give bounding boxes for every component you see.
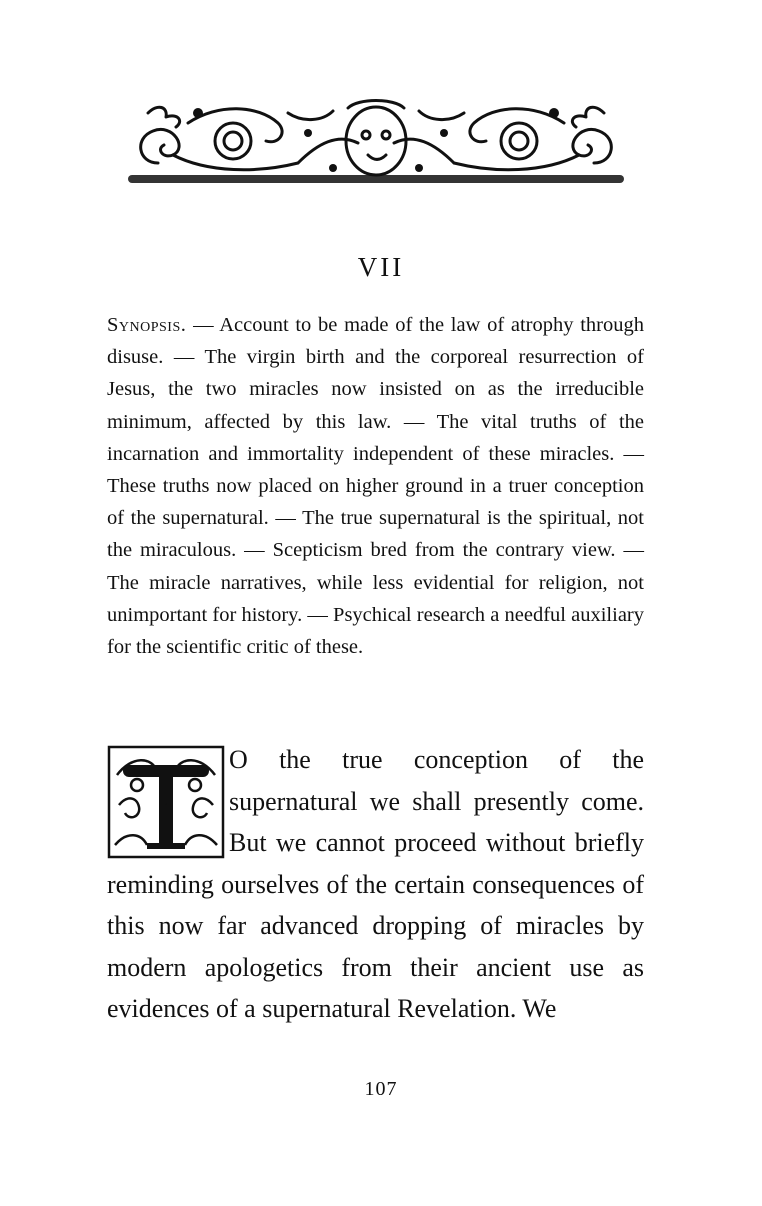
synopsis-lead: Synopsis.: [107, 314, 187, 336]
page-number: 107: [364, 1078, 398, 1100]
body-text: O the true conception of the supernatural we shall presently come. But we cannot proceed without briefly reminding ourselves of the certain consequences of this now far advanced dropping of miracles by modern apologetics from their ancient use as evidences of a supernatural Revelation. We: [107, 745, 644, 1023]
dropcap-letter: T: [165, 804, 167, 806]
body-paragraph: [107, 739, 644, 1030]
chapter-number: VII: [357, 252, 405, 282]
floral-headpiece-ornament: [128, 93, 624, 187]
chapter-synopsis: [107, 309, 644, 663]
synopsis-text: — Account to be made of the law of atrophy through disuse. — The virgin birth and the corporeal resurrection of Jesus, the two miracles now insisted on as the irreducible minimum, affected by this law. — The vital truths of the incarnation and immortality independent of these miracles. — These truths now placed on higher ground in a truer conception of the supernatural. — The true supernatural is the spiritual, not the miraculous. — Scepticism bred from the contrary view. — The miracle narratives, while less evidential for religion, not unimportant for history. — Psychical research a needful auxiliary for the scientific critic of these.: [107, 314, 644, 659]
